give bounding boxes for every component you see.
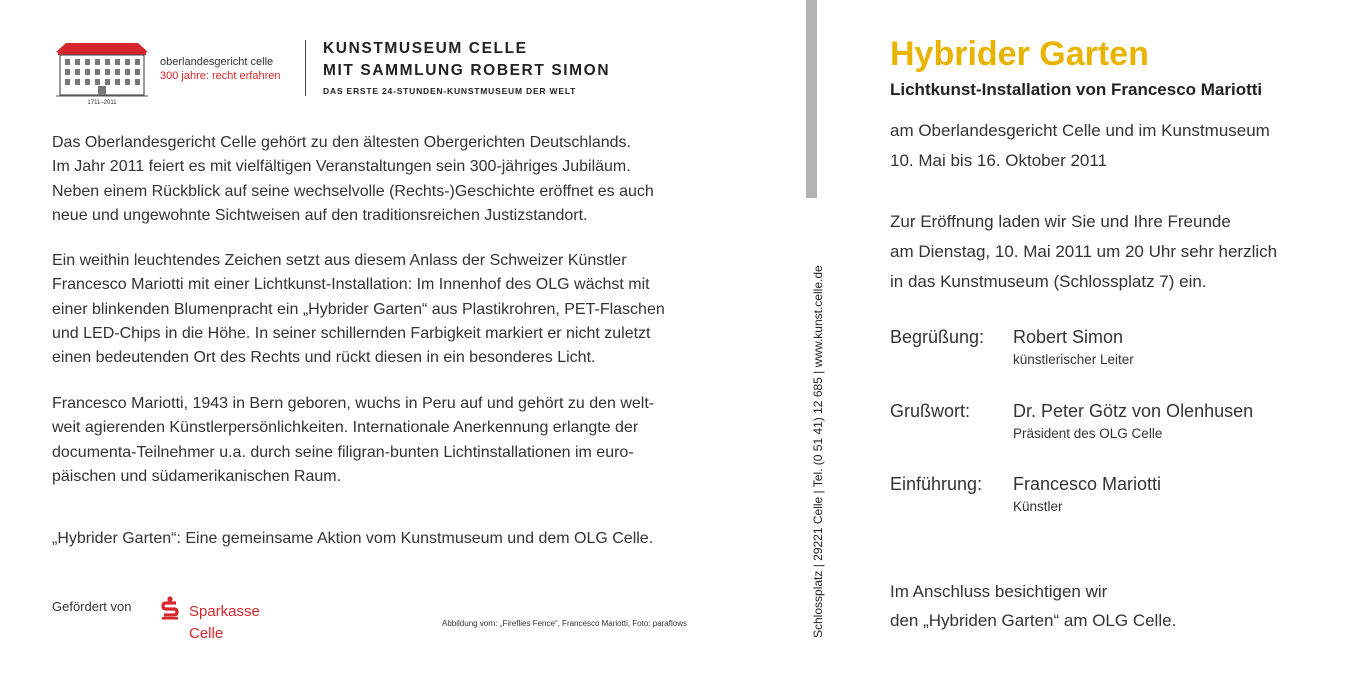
invitation-line: in das Kunstmuseum (Schlossplatz 7) ein. [890, 272, 1207, 291]
program-label: Begrüßung: [890, 327, 985, 347]
program-label: Grußwort: [890, 401, 971, 421]
text-line: Francesco Mariotti, 1943 in Bern geboren, wuchs in Peru auf und gehört zu den welt- [52, 395, 655, 412]
spine-bar [806, 0, 817, 198]
text-line: Im Jahr 2011 feiert es mit vielfältigen Veranstaltungen sein 300-jähriges Jubiläum. [52, 158, 631, 176]
olg-tagline: 300 jahre: recht erfahren [160, 70, 281, 82]
program-label: Einführung: [890, 474, 983, 494]
sponsor-name-line2: Celle [189, 625, 224, 642]
sponsor-label: Gefördert von [52, 599, 132, 614]
olg-years: 1711–2011 [87, 100, 117, 106]
body-paragraph [52, 392, 722, 489]
museum-slogan: DAS ERSTE 24-STUNDEN-KUNSTMUSEUM DER WELT [323, 86, 577, 96]
program-speaker-name: Dr. Peter Götz von Olenhusen [1013, 401, 1254, 421]
program-speaker-role: künstlerischer Leiter [1013, 352, 1134, 367]
museum-name-line1: KUNSTMUSEUM CELLE [323, 40, 528, 57]
date-range: 10. Mai bis 16. Oktober 2011 [890, 151, 1108, 170]
program-speaker-role: Künstler [1013, 499, 1063, 514]
logo-divider [305, 40, 306, 96]
program-speaker-name: Robert Simon [1013, 327, 1124, 347]
invitation-line: Zur Eröffnung laden wir Sie und Ihre Freunde [890, 212, 1231, 231]
venue-line: am Oberlandesgericht Celle und im Kunstmuseum [890, 121, 1270, 140]
museum-name-line2: MIT SAMMLUNG ROBERT SIMON [323, 62, 611, 79]
event-title: Hybrider Garten [890, 35, 1149, 73]
text-line: und LED-Chips in die Höhe. In seiner schillernden Farbigkeit markiert er nicht zuletzt [52, 324, 651, 342]
text-line: documenta-Teilnehmer u.a. durch seine filigran-bunten Lichtinstallationen im euro- [52, 443, 634, 461]
body-paragraph [52, 249, 722, 370]
text-line: Francesco Mariotti mit einer Lichtkunst-Installation: Im Innenhof des OLG wächst mit [52, 276, 650, 294]
text-line: einer blinkenden Blumenpracht ein „Hybrider Garten“ aus Plastikrohren, PET-Flaschen [52, 300, 665, 318]
text-line: weit agierenden Künstlerpersönlichkeiten. Internationale Anerkennung erlangte der [52, 419, 639, 437]
image-credit: Abbildung vorn: „Fireflies Fence“, Francesco Mariotti, Foto: paraflows [442, 619, 687, 628]
text-line: „Hybrider Garten“: Eine gemeinsame Aktion vom Kunstmuseum und dem OLG Celle. [52, 530, 654, 547]
text-line: neue und ungewohnte Sichtweisen auf den traditionsreichen Justizstandort. [52, 206, 588, 224]
text-line: päischen und südamerikanischen Raum. [52, 467, 342, 485]
body-paragraph [52, 527, 722, 551]
text-line: Das Oberlandesgericht Celle gehört zu den ältesten Obergerichten Deutschlands. [52, 134, 631, 151]
text-line: Ein weithin leuchtendes Zeichen setzt aus diesem Anlass der Schweizer Künstler [52, 252, 627, 269]
text-line: Neben einem Rückblick auf seine wechselvolle (Rechts-)Geschichte eröffnet es auch [52, 182, 654, 200]
olg-name: oberlandesgericht celle [160, 56, 274, 68]
sparkasse-s-icon [160, 596, 180, 620]
closing-line: Im Anschluss besichtigen wir [890, 582, 1108, 601]
program-speaker-name: Francesco Mariotti [1013, 474, 1162, 494]
invitation-line: am Dienstag, 10. Mai 2011 um 20 Uhr sehr herzlich [890, 242, 1278, 261]
event-subtitle: Lichtkunst-Installation von Francesco Mariotti [890, 80, 1263, 99]
body-paragraph [52, 131, 722, 228]
sponsor-name-line1: Sparkasse [189, 603, 260, 620]
program-speaker-role: Präsident des OLG Celle [1013, 426, 1163, 441]
closing-line: den „Hybriden Garten“ am OLG Celle. [890, 611, 1177, 630]
contact-info: Schlossplatz | 29221 Celle | Tel. (0 51 41) 12 685 | www.kunst.celle.de [811, 265, 825, 638]
text-line: einen bedeutenden Ort des Rechts und rückt diesen in ein besonderes Licht. [52, 349, 596, 367]
olg-building-logo-icon [52, 40, 152, 106]
